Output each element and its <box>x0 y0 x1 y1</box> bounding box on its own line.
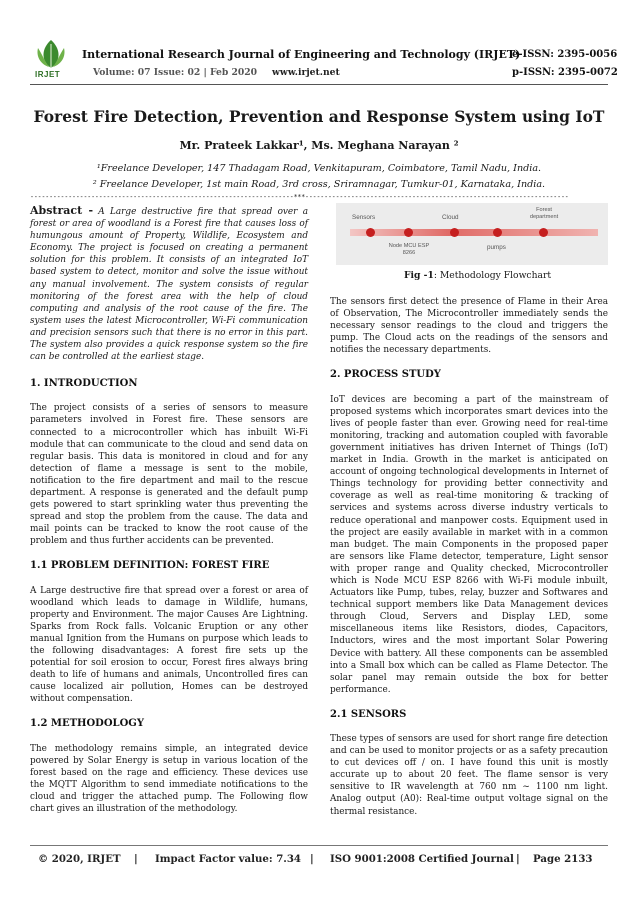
abstract-text: A Large destructive fire that spread over a forest or area of woodland is a Forest fire that causes loss of humungous amount of Property, Wildlife, Ecosystem and Economy. The project is focused on creating a permanent solution for this problem. It consists of an integrated IoT based system to detect, monitor and solve the issue without any manual involvement. The system consists of regular monitoring of the forest area with the help of cloud computing and analysis of the root cause of the fire. The system uses the latest Microcontroller, Wi-Fi communication and precision sensors such that there is no error in this part. The system also provides a quick response system so the fire can be controlled at the earliest stage. <box>30 207 308 363</box>
section-heading-introduction: 1. INTRODUCTION <box>30 378 138 390</box>
section-heading-sensors: 2.1 SENSORS <box>330 708 407 720</box>
section-text-process-study: IoT devices are becoming a part of the mainstream of proposed systems which incorporates smart devices into the lives of people faster than ever. Growing need for real-time monitoring, tracking and automation coupled with favorable government initiatives has driven Internet of Things (IoT) market in India. Growth in the market is anticipated on account of ongoing technological developments in Internet of Things technology for providing better connectivity and coverage as well as real-time monitoring & tracking of services and systems across diverse industry verticals to reduce operational and manpower costs. Equipment used in the project are easily available in market with in a common man budget. The main Components in the proposed paper are sensors like Flame detector, temperature, Light sensor with proper range and Quality checked, Microcontroller which is Node MCU ESP 8266 with Wi-Fi module inbuilt, Actuators like Pump, tubes, relay, buzzer and Softwares and technical support members like Data Management devices through Cloud, Servers and Display LED, some miscellaneous items like Resistors, diodes, Capacitors, Inductors, wires and the most important Solar Powering Device with battery. All these components can be assembled into a Small box which can be called as Flame Detector. The solar panel may remain outside the box for better performance. <box>330 394 608 695</box>
right-column <box>330 296 608 818</box>
section-text-flow-description: The sensors first detect the presence of Flame in their Area of Observation, The Microcontroller immediately sends the necessary sensor readings to the cloud and triggers the pump. The Cloud acts on the readings of the sensors and notifies the necessary departments. <box>330 297 608 356</box>
flow-bar <box>350 229 598 236</box>
left-column <box>30 205 308 815</box>
affiliation-1: ¹Freelance Developer, 147 Thadagam Road, Venkitapuram, Coimbatore, Tamil Nadu, India. <box>96 163 542 174</box>
abstract <box>30 205 308 363</box>
figure-caption-text: : Methodology Flowchart <box>433 270 552 281</box>
footer-rule <box>30 845 608 846</box>
flow-label-node-mcu: Node MCU ESP 8266 <box>388 243 430 256</box>
section-heading-methodology: 1.2 METHODOLOGY <box>30 718 144 730</box>
footer-iso: ISO 9001:2008 Certified Journal <box>330 853 514 865</box>
flow-label-sensors: Sensors <box>352 214 376 221</box>
flow-label-pumps: pumps <box>487 244 506 251</box>
flow-node-mcu <box>404 228 413 237</box>
pissn: p-ISSN: 2395-0072 <box>512 67 618 78</box>
footer-impact-factor: Impact Factor value: 7.34 <box>155 853 302 865</box>
separator-line: ---------------------------------------------------------------------***--------------------------------------------------------------------- <box>30 193 569 201</box>
eissn: e-ISSN: 2395-0056 <box>512 49 618 60</box>
section-text-introduction: The project consists of a series of sensors to measure parameters involved in Forest fire. These sensors are connected to a microcontroller which has inbuilt Wi-Fi module that can communicate to the cloud and send data on regular basis. This data is monitored in cloud and for any detection of flame a message is sent to the mobile, notification to the fire department and mail to the rescue department. A response is generated and the default pump gets powered to start sprinkling water thus preventing the spread and stop the problem from the cause. The data and mail points can be tracked to know the root cause of the problem and thus further accidents can be prevented. <box>30 403 308 547</box>
abstract-label: Abstract - <box>30 204 94 217</box>
footer-divider-3: | <box>516 853 520 865</box>
journal-logo-text: IRJET <box>35 70 61 79</box>
header-rule <box>30 84 608 85</box>
figure-caption-label: Fig -1 <box>404 270 434 281</box>
volume-issue: Volume: 07 Issue: 02 | Feb 2020 <box>93 67 258 78</box>
paper-title: Forest Fire Detection, Prevention and Response System using IoT <box>33 107 605 126</box>
section-text-problem-definition: A Large destructive fire that spread over a forest or area of woodland which leads to damage in Wildlife, humans, property and Environment. The major Causes Are Lightning. Sparks from Rock falls. Volcanic Eruption or any other manual Ignition from the Humans on purpose which leads to the following disadvantages: A forest fire sets up the potential for soil erosion to occur, Forest fires always bring death to life of humans and animals, Uncontrolled fires can cause localized air pollution, Homes can be destroyed without compensation. <box>30 585 308 705</box>
journal-website: www.irjet.net <box>272 67 340 78</box>
flow-label-cloud: Cloud <box>442 214 459 221</box>
footer-divider-2: | <box>310 853 314 865</box>
flow-node-forest-department <box>539 228 548 237</box>
affiliation-2: ² Freelance Developer, 1st main Road, 3rd cross, Sriramnagar, Tumkur-01, Karnataka, India. <box>92 179 546 190</box>
section-heading-problem-definition: 1.1 PROBLEM DEFINITION: FOREST FIRE <box>30 560 270 572</box>
footer-page-number: Page 2133 <box>533 853 593 865</box>
section-text-sensors: These types of sensors are used for short range fire detection and can be used to monitor projects or as a safety precaution to cut devices off / on. I have found this unit is mostly accurate up to about 20 feet. The flame sensor is very sensitive to IR wavelength at 760 nm ~ 1100 nm light. Analog output (A0): Real-time output voltage signal on the thermal resistance. <box>330 734 608 817</box>
paper-authors: Mr. Prateek Lakkar¹, Ms. Meghana Narayan ² <box>179 139 459 152</box>
footer-copyright: © 2020, IRJET <box>38 853 121 865</box>
flow-node-sensors <box>366 228 375 237</box>
figure-caption <box>404 270 551 281</box>
footer-divider-1: | <box>134 853 138 865</box>
flow-node-cloud <box>450 228 459 237</box>
methodology-flowchart <box>336 203 608 265</box>
journal-name: International Research Journal of Engineering and Technology (IRJET) <box>82 48 521 61</box>
section-text-methodology: The methodology remains simple, an integrated device powered by Solar Energy is setup in various location of the forest based on the rage and efficiency. These devices use the MQTT Algorithm to send immediate notifications to the cloud and trigger the attached pump. The Following flow chart gives an illustration of the methodology. <box>30 743 308 815</box>
section-heading-process-study: 2. PROCESS STUDY <box>330 369 441 381</box>
flow-label-forest-department: Forest department <box>529 207 559 220</box>
flow-node-pumps <box>493 228 502 237</box>
